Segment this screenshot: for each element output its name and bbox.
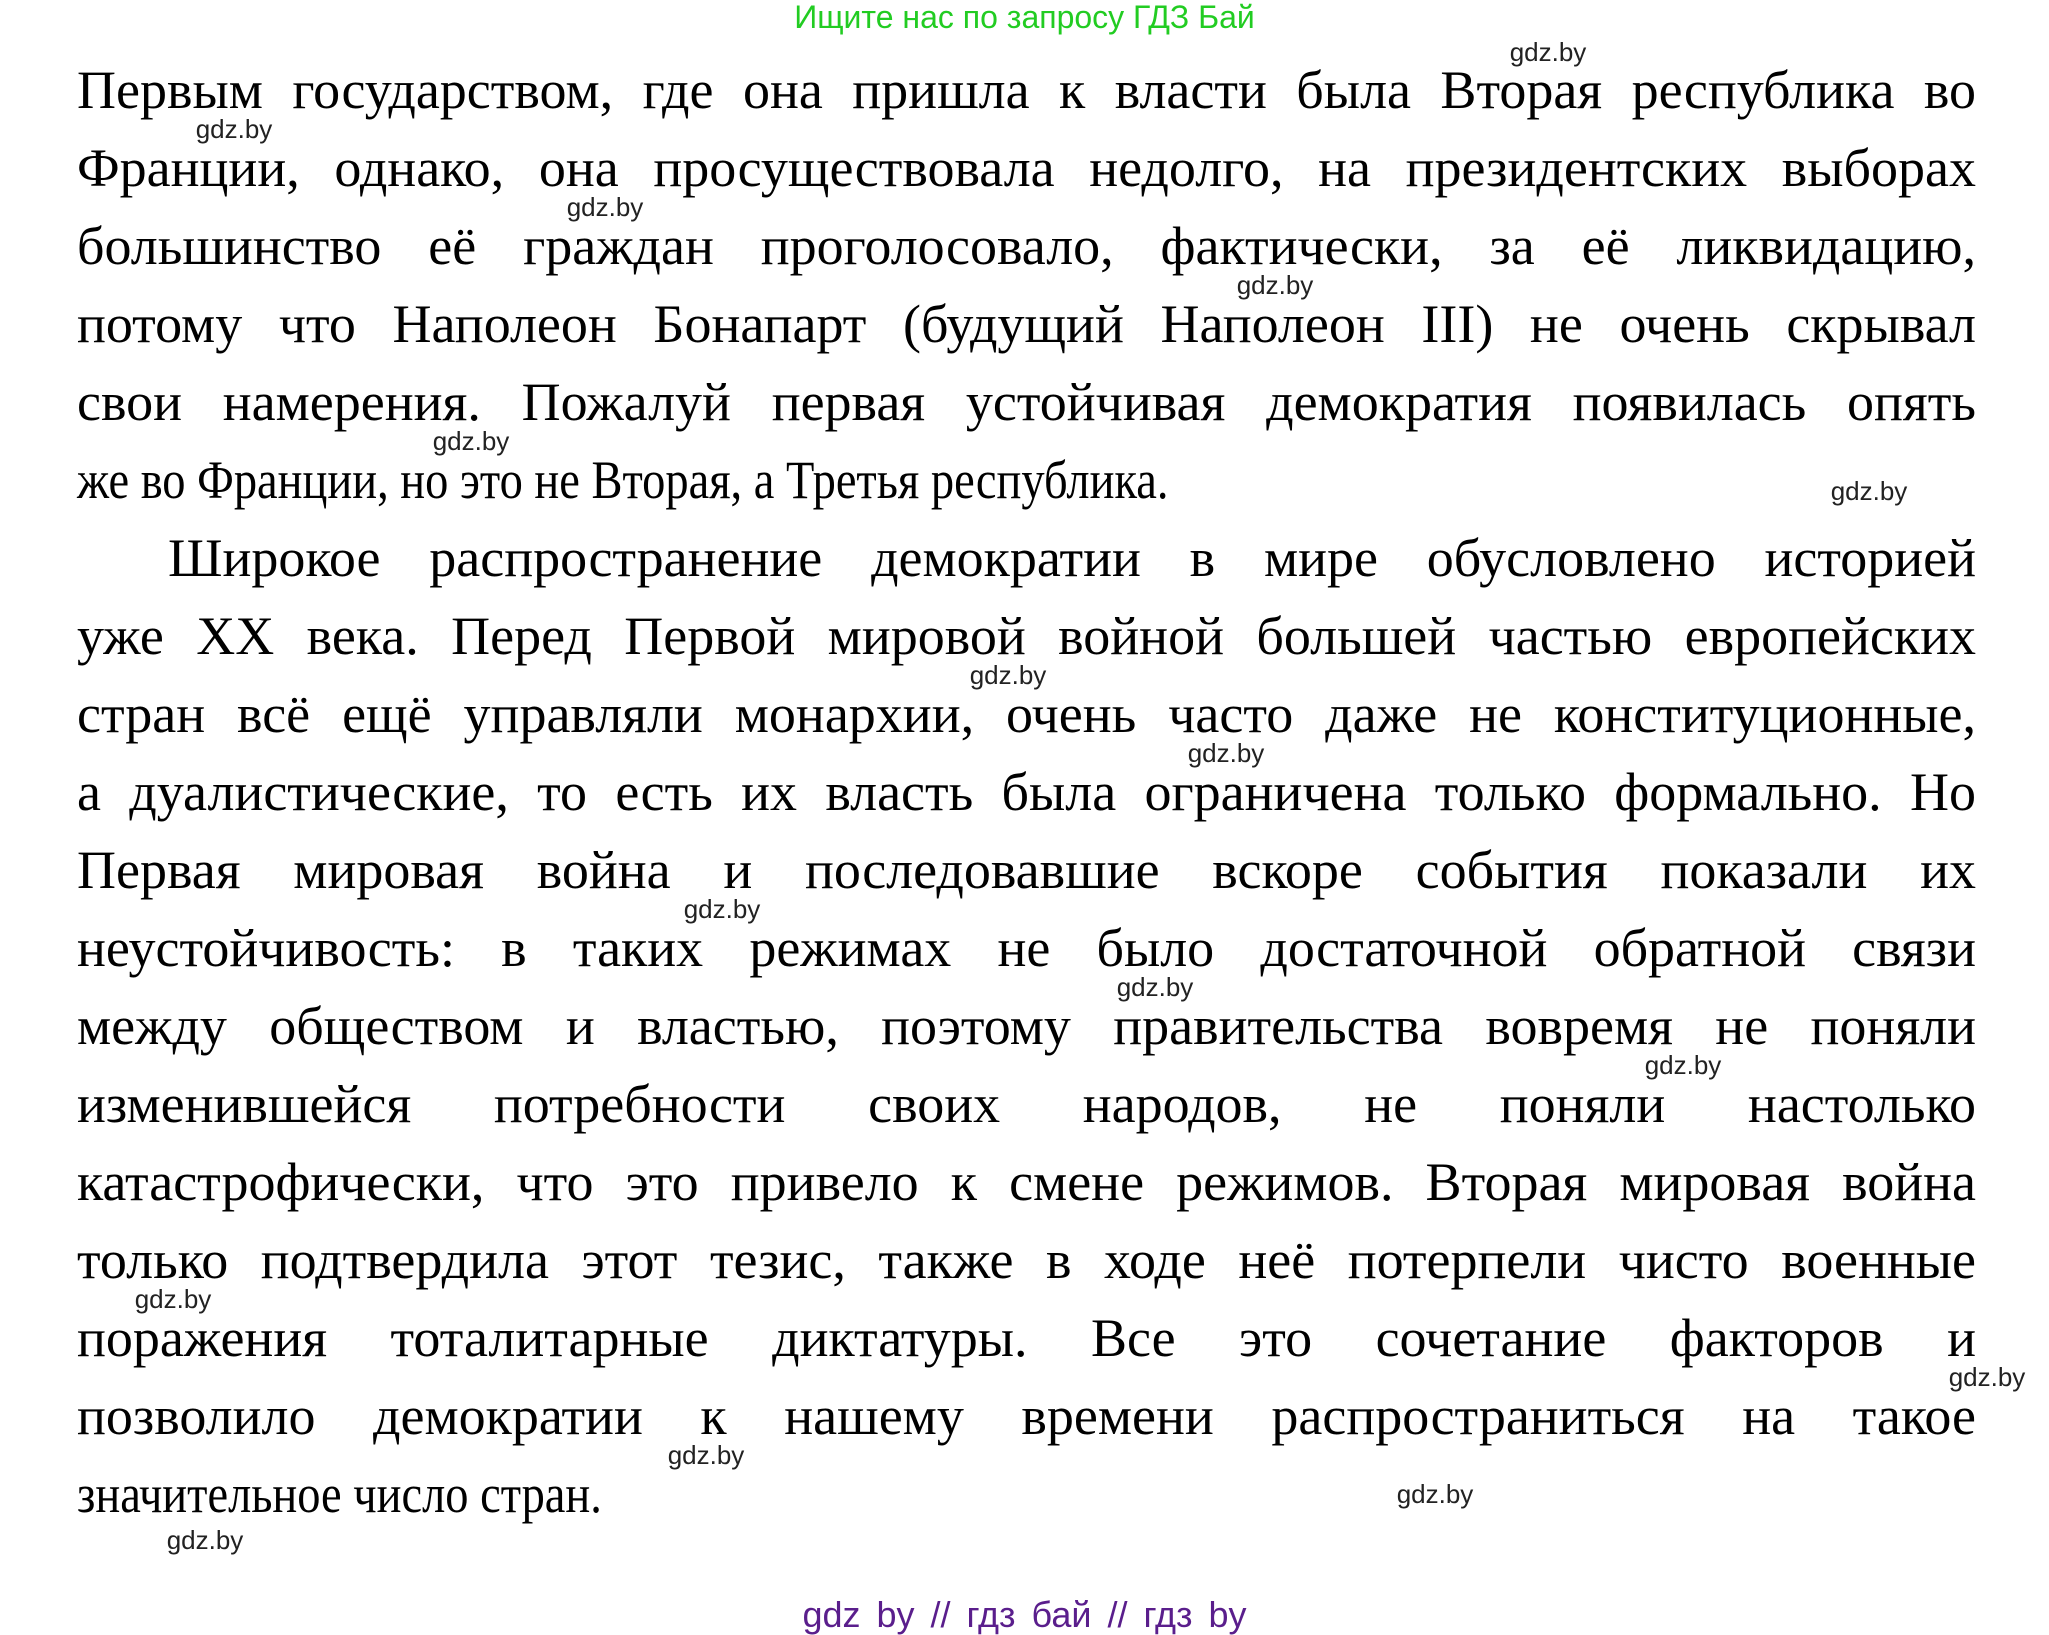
text-line: значительное число стран.: [77, 1464, 602, 1524]
watermark-text: gdz.by: [1236, 270, 1314, 300]
text-line: только подтвердила этот тезис, также в ходе неё потерпели чисто военные: [77, 1230, 1976, 1290]
text-line: стран всё ещё управляли монархии, очень часто даже не конституционные,: [77, 684, 1976, 744]
watermark-text: gdz.by: [134, 1284, 212, 1314]
text-line: катастрофически, что это привело к смене режимов. Вторая мировая война: [77, 1152, 1976, 1212]
watermark-text: gdz.by: [1830, 476, 1908, 506]
watermark-text: gdz.by: [667, 1440, 745, 1470]
text-line: неустойчивость: в таких режимах не было достаточной обратной связи: [77, 918, 1976, 978]
text-line: Широкое распространение демократии в мире обусловлено историей: [168, 528, 1976, 588]
text-line: а дуалистические, то есть их власть была ограничена только формально. Но: [77, 762, 1976, 822]
text-line: потому что Наполеон Бонапарт (будущий Наполеон III) не очень скрывал: [77, 294, 1976, 354]
text-line: же во Франции, но это не Вторая, а Третья республика.: [77, 450, 1169, 510]
text-line: позволило демократии к нашему времени распространиться на такое: [77, 1386, 1976, 1446]
watermark-text: gdz.by: [1644, 1050, 1722, 1080]
watermark-text: gdz.by: [683, 894, 761, 924]
watermark-text: gdz.by: [1187, 738, 1265, 768]
watermark-text: gdz.by: [195, 114, 273, 144]
text-line: большинство её граждан проголосовало, фактически, за её ликвидацию,: [77, 216, 1976, 276]
text-line: изменившейся потребности своих народов, не поняли настолько: [77, 1074, 1976, 1134]
text-line: между обществом и властью, поэтому правительства вовремя не поняли: [77, 996, 1976, 1056]
footer-links[interactable]: gdz by // гдз бай // гдз by: [802, 1594, 1247, 1635]
text-line: поражения тоталитарные диктатуры. Все это сочетание факторов и: [77, 1308, 1976, 1368]
watermark-text: gdz.by: [1116, 972, 1194, 1002]
watermark-text: gdz.by: [566, 192, 644, 222]
text-line: Франции, однако, она просуществовала недолго, на президентских выборах: [77, 138, 1976, 198]
watermark-text: gdz.by: [1396, 1479, 1474, 1509]
watermark-text: gdz.by: [1948, 1362, 2026, 1392]
text-line: уже XX века. Перед Первой мировой войной большей частью европейских: [77, 606, 1976, 666]
search-promo-banner: Ищите нас по запросу ГДЗ Бай: [794, 0, 1255, 35]
watermark-text: gdz.by: [1509, 37, 1587, 67]
watermark-text: gdz.by: [166, 1525, 244, 1555]
watermark-text: gdz.by: [432, 426, 510, 456]
watermark-text: gdz.by: [969, 660, 1047, 690]
text-line: Первым государством, где она пришла к власти была Вторая республика во: [77, 60, 1976, 120]
text-line: Первая мировая война и последовавшие вскоре события показали их: [77, 840, 1976, 900]
text-line: свои намерения. Пожалуй первая устойчивая демократия появилась опять: [77, 372, 1976, 432]
